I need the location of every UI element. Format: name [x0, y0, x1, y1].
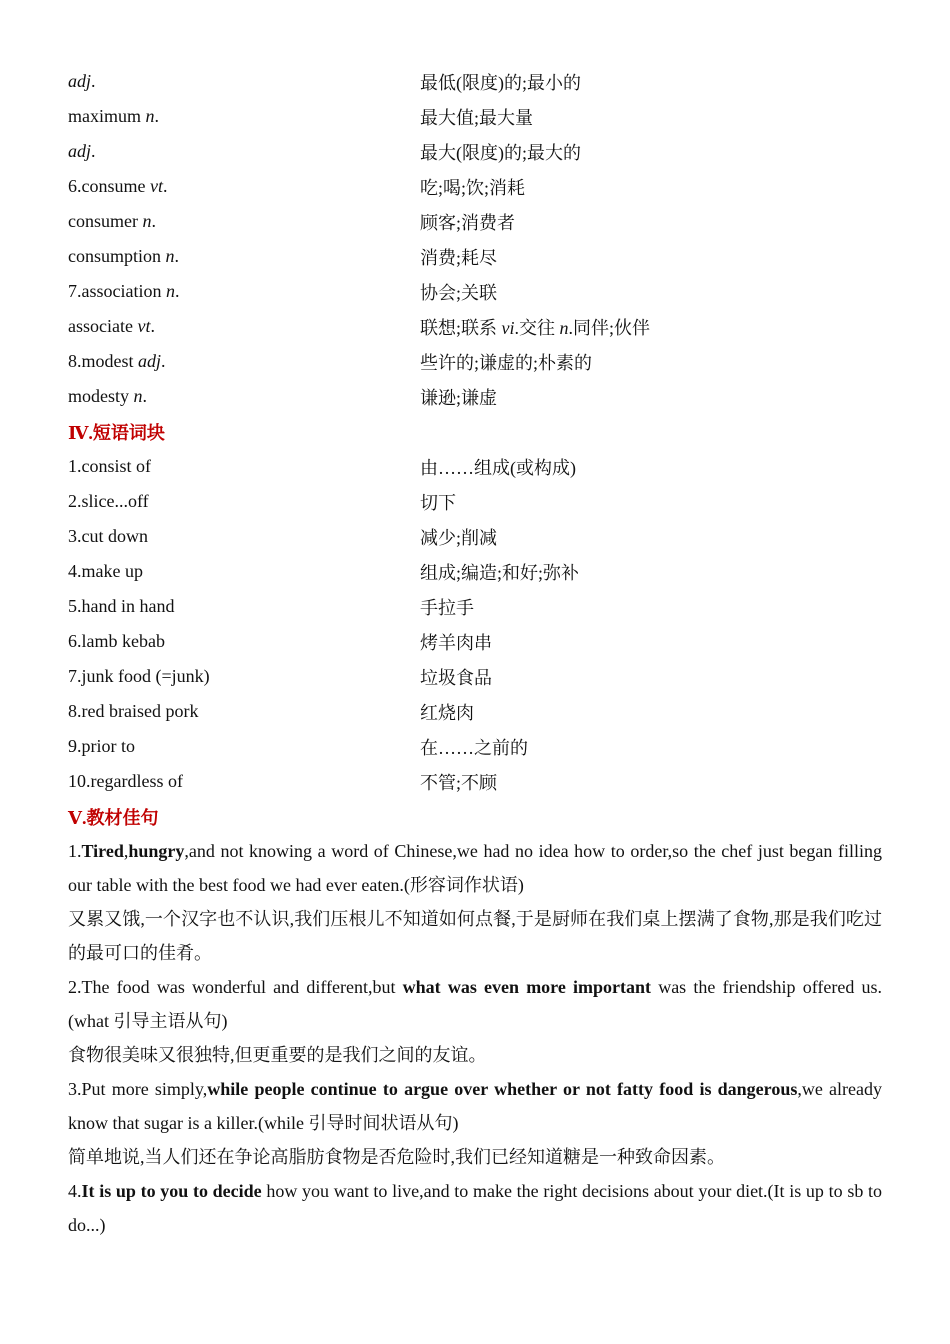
sentence-zh: 简单地说,当人们还在争论高脂肪食物是否危险时,我们已经知道糖是一种致命因素。: [68, 1147, 725, 1167]
phrase-zh: 由……组成(或构成): [420, 457, 576, 478]
sentence-section-heading: Ⅴ.教材佳句: [68, 807, 159, 828]
phrase-section-heading: Ⅳ.短语词块: [68, 422, 165, 443]
sentence-en: 4.It is up to you to decide how you want to live,and to make the right decisions about your diet.(It is up to sb to do...): [68, 1181, 883, 1235]
phrase-list: [68, 449, 882, 799]
phrase-row: [68, 484, 882, 519]
vocab-meaning: 些许的;谦虚的;朴素的: [420, 352, 593, 373]
phrase-en: 9.prior to: [68, 736, 135, 756]
phrase-en: 7.junk food (=junk): [68, 666, 210, 686]
phrase-en: 6.lamb kebab: [68, 631, 165, 651]
phrase-zh: 切下: [420, 492, 456, 513]
vocab-row: [68, 309, 882, 344]
vocab-meaning: 最大(限度)的;最大的: [420, 142, 581, 163]
vocab-meaning: 消费;耗尽: [420, 247, 498, 268]
vocab-term: adj.: [68, 141, 96, 161]
sentence-en: 1.Tired,hungry,and not knowing a word of Chinese,we had no idea how to order,so the chef just began filling our table with the best food we had ever eaten.(形容词作状语): [68, 841, 882, 895]
phrase-zh: 垃圾食品: [420, 667, 492, 688]
phrase-zh: 红烧肉: [420, 702, 474, 723]
phrase-en: 10.regardless of: [68, 771, 183, 791]
vocab-row: [68, 379, 882, 414]
phrase-row: [68, 519, 882, 554]
vocab-term: adj.: [68, 71, 96, 91]
phrase-zh: 在……之前的: [420, 737, 528, 758]
vocab-term: 8.modest adj.: [68, 351, 166, 371]
phrase-zh: 手拉手: [420, 597, 474, 618]
phrase-row: [68, 694, 882, 729]
phrase-row: [68, 554, 882, 589]
phrase-zh: 减少;削减: [420, 527, 498, 548]
vocab-term: associate vt.: [68, 316, 155, 336]
phrase-zh: 组成;编造;和好;弥补: [420, 562, 580, 583]
phrase-row: [68, 589, 882, 624]
vocab-meaning: 最低(限度)的;最小的: [420, 72, 581, 93]
phrase-row: [68, 729, 882, 764]
vocab-list: [68, 64, 882, 414]
phrase-en: 1.consist of: [68, 456, 151, 476]
vocab-term: consumption n.: [68, 246, 179, 266]
vocab-term: 7.association n.: [68, 281, 180, 301]
vocab-row: [68, 169, 882, 204]
vocab-row: [68, 134, 882, 169]
sentence-zh: 食物很美味又很独特,但更重要的是我们之间的友谊。: [68, 1045, 487, 1065]
vocab-term: modesty n.: [68, 386, 147, 406]
vocab-meaning: 谦逊;谦虚: [420, 387, 498, 408]
phrase-zh: 不管;不顾: [420, 772, 498, 793]
phrase-zh: 烤羊肉串: [420, 632, 492, 653]
vocab-term: maximum n.: [68, 106, 159, 126]
vocab-meaning: 最大值;最大量: [420, 107, 534, 128]
vocab-meaning: 顾客;消费者: [420, 212, 516, 233]
phrase-en: 8.red braised pork: [68, 701, 199, 721]
phrase-en: 2.slice...off: [68, 491, 149, 511]
vocab-meaning: 联想;联系 vi.交往 n.同伴;伙伴: [420, 317, 651, 338]
vocab-meaning: 协会;关联: [420, 282, 498, 303]
vocab-row: [68, 239, 882, 274]
sentence-en: 2.The food was wonderful and different,but what was even more important was the friendship offered us.(what 引导主语从句): [68, 977, 883, 1031]
phrase-row: [68, 449, 882, 484]
phrase-row: [68, 659, 882, 694]
vocab-meaning: 吃;喝;饮;消耗: [420, 177, 526, 198]
phrase-row: [68, 624, 882, 659]
phrase-row: [68, 764, 882, 799]
vocab-row: [68, 64, 882, 99]
vocab-row: [68, 204, 882, 239]
vocab-row: [68, 344, 882, 379]
sentence-zh: 又累又饿,一个汉字也不认识,我们压根儿不知道如何点餐,于是厨师在我们桌上摆满了食物,那是我们吃过的最可口的佳肴。: [68, 909, 882, 963]
vocab-term: consumer n.: [68, 211, 156, 231]
sentence-list: [68, 834, 882, 1242]
phrase-en: 3.cut down: [68, 526, 148, 546]
vocab-row: [68, 99, 882, 134]
phrase-en: 4.make up: [68, 561, 143, 581]
sentence-en: 3.Put more simply,while people continue to argue over whether or not fatty food is dangerous,we already know that sugar is a killer.(while 引导时间状语从句): [68, 1079, 882, 1133]
phrase-en: 5.hand in hand: [68, 596, 175, 616]
vocab-row: [68, 274, 882, 309]
vocab-term: 6.consume vt.: [68, 176, 168, 196]
